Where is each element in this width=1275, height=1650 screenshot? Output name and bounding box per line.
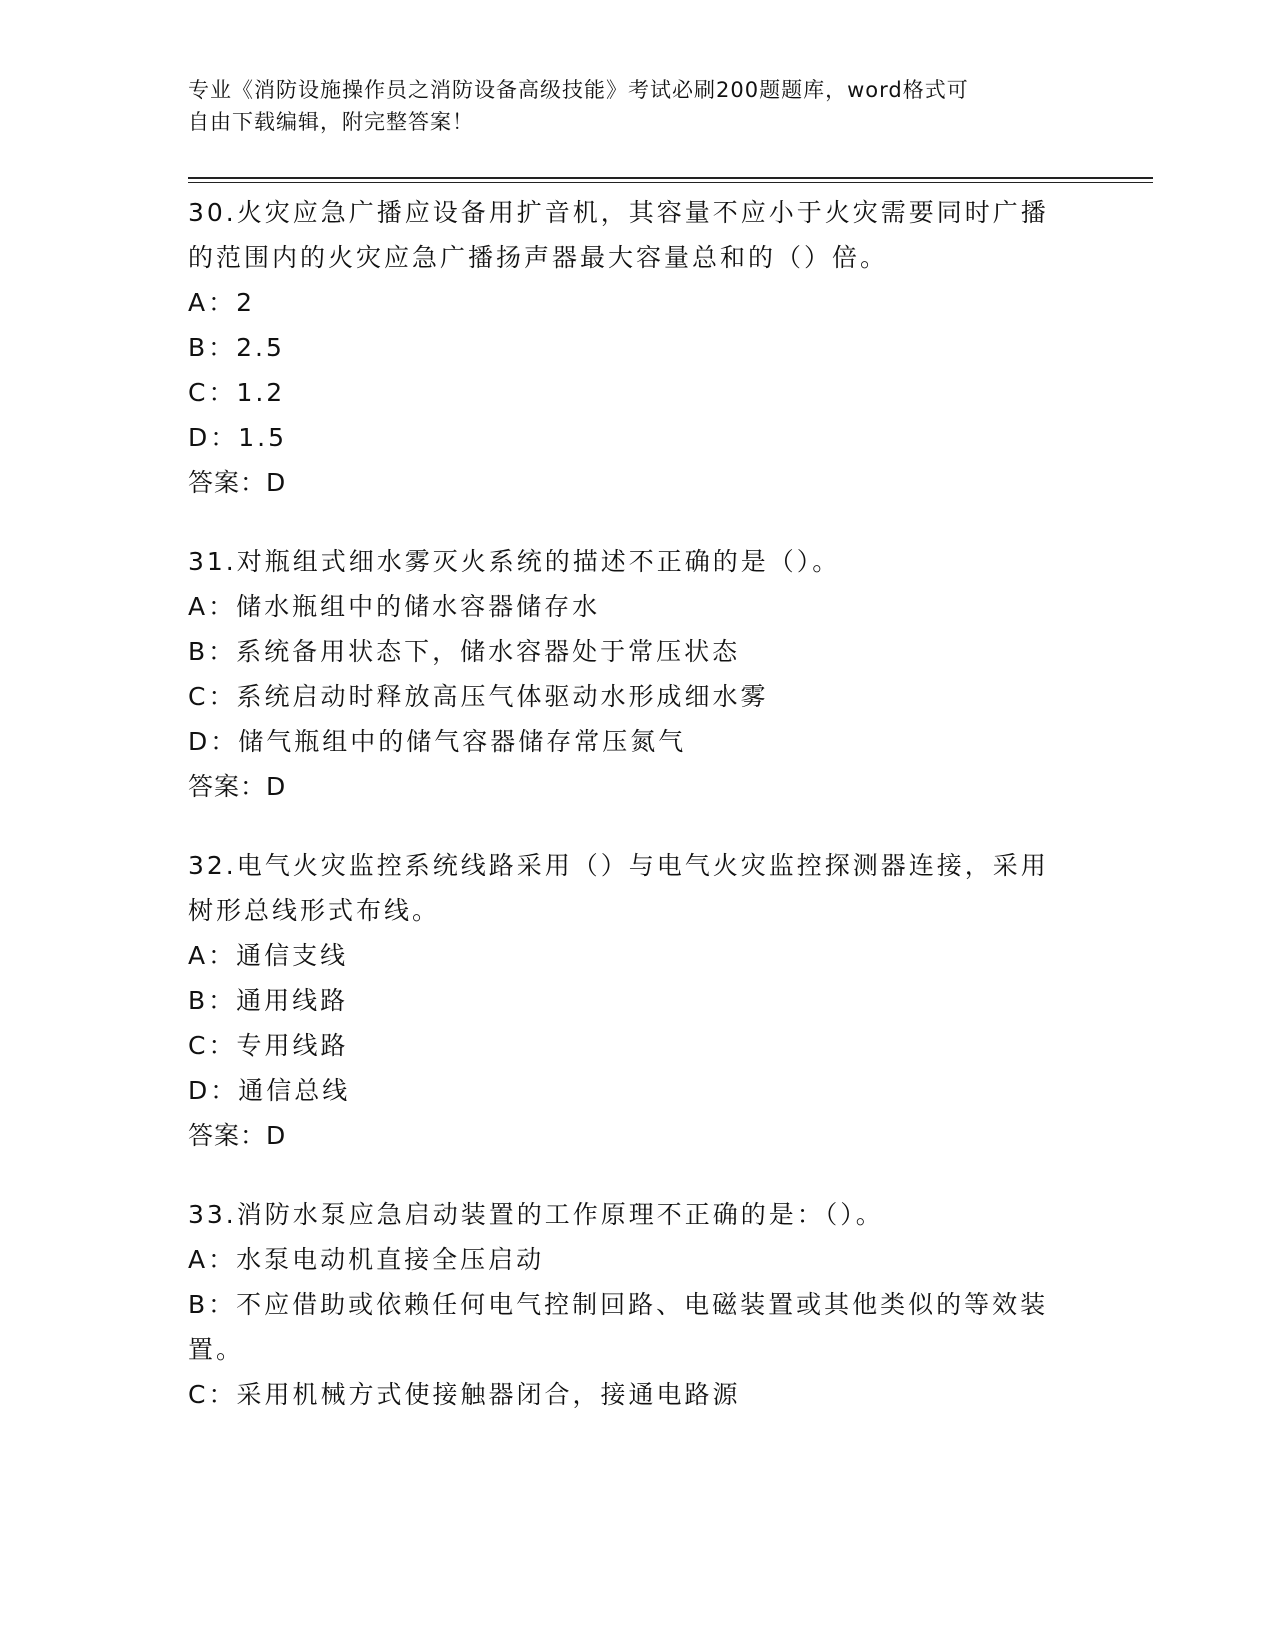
document-header [188, 74, 1088, 138]
option-c: C：系统启动时释放高压气体驱动水形成细水雾 [188, 682, 769, 711]
option-b: B：系统备用状态下，储水容器处于常压状态 [188, 637, 741, 666]
option-d: D：通信总线 [188, 1076, 351, 1105]
option-a: A：水泵电动机直接全压启动 [188, 1245, 545, 1274]
question-text: 33.消防水泵应急启动装置的工作原理不正确的是：（）。 [188, 1200, 884, 1229]
answer: 答案：D [188, 772, 287, 801]
question-31 [188, 539, 1088, 809]
option-c: C：专用线路 [188, 1031, 349, 1060]
header-divider-thick [188, 177, 1153, 179]
header-line-2: 自由下载编辑，附完整答案！ [188, 110, 474, 134]
option-b: B：不应借助或依赖任何电气控制回路、电磁装置或其他类似的等效装 [188, 1290, 1049, 1319]
question-text: 30.火灾应急广播应设备用扩音机，其容量不应小于火灾需要同时广播 [188, 198, 1049, 227]
question-30 [188, 190, 1088, 505]
question-text: 的范围内的火灾应急广播扬声器最大容量总和的（）倍。 [188, 243, 889, 272]
option-b: B：通用线路 [188, 986, 349, 1015]
question-33 [188, 1192, 1088, 1417]
answer: 答案：D [188, 1121, 287, 1150]
question-text: 树形总线形式布线。 [188, 896, 441, 925]
header-divider-thin [188, 182, 1153, 183]
question-list [188, 190, 1088, 1451]
option-a: A：2 [188, 288, 256, 317]
answer: 答案：D [188, 468, 287, 497]
option-d: D：储气瓶组中的储气容器储存常压氮气 [188, 727, 687, 756]
question-text: 31.对瓶组式细水雾灭火系统的描述不正确的是（）。 [188, 547, 841, 576]
option-d: D：1.5 [188, 423, 288, 452]
option-c: C：采用机械方式使接触器闭合，接通电路源 [188, 1380, 741, 1409]
option-b: B：2.5 [188, 333, 285, 362]
option-b-continued: 置。 [188, 1335, 245, 1364]
question-32 [188, 843, 1088, 1158]
option-a: A：储水瓶组中的储水容器储存水 [188, 592, 601, 621]
option-a: A：通信支线 [188, 941, 349, 970]
question-text: 32.电气火灾监控系统线路采用（）与电气火灾监控探测器连接，采用 [188, 851, 1049, 880]
header-line-1: 专业《消防设施操作员之消防设备高级技能》考试必刷200题题库，word格式可 [188, 78, 969, 102]
option-c: C：1.2 [188, 378, 286, 407]
